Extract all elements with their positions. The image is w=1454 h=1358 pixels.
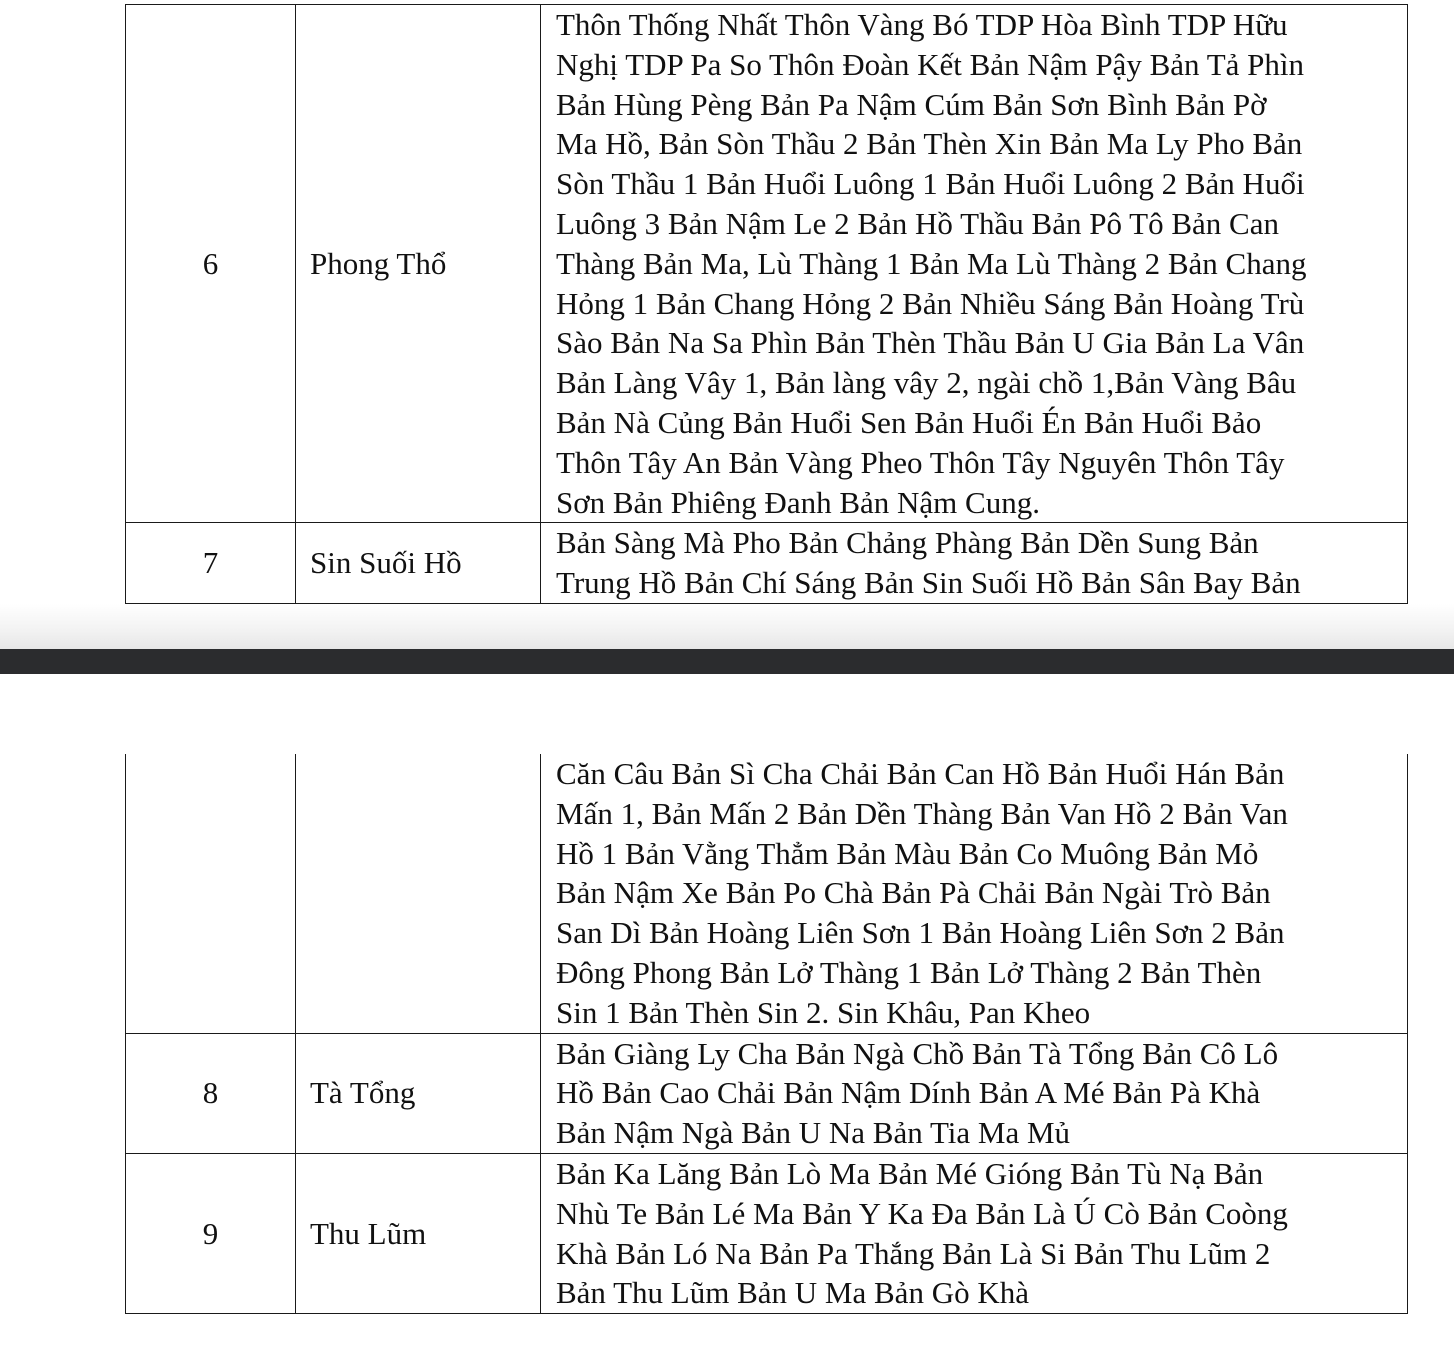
village-line: Bản Nậm Ngà Bản U Na Bản Tia Ma Mủ [556, 1115, 1071, 1151]
table-row [126, 1033, 1408, 1153]
cell-villages [541, 1153, 1408, 1313]
document-page-top [0, 0, 1454, 622]
village-line: Trung Hồ Bản Chí Sáng Bản Sin Suối Hồ Bản Sân Bay Bản [556, 565, 1301, 601]
village-line: Nhù Te Bản Lé Ma Bản Y Ka Đa Bản Là Ú Cò Bản Coòng [556, 1195, 1288, 1231]
document-page-bottom [0, 674, 1454, 1358]
cell-villages [541, 523, 1408, 604]
village-line: Bản Nà Củng Bản Huổi Sen Bản Huổi Én Bản Huổi Bảo [556, 404, 1262, 440]
village-line: Luông 3 Bản Nậm Le 2 Bản Hồ Thầu Bản Pô Tô Bản Can [556, 205, 1279, 241]
village-line: Hồ 1 Bản Vằng Thẳm Bản Màu Bản Co Muông Bản Mỏ [556, 835, 1259, 871]
village-line: Bản Ka Lăng Bản Lò Ma Bản Mé Gióng Bản Tù Nạ Bản [556, 1155, 1264, 1191]
cell-number: 8 [126, 1033, 296, 1153]
cell-commune: Tà Tổng [296, 1033, 541, 1153]
village-line: Đông Phong Bản Lở Thàng 1 Bản Lở Thàng 2 Bản Thèn [556, 954, 1262, 990]
cell-commune: Sin Suối Hồ [296, 523, 541, 604]
table-row [126, 523, 1408, 604]
cell-number: 7 [126, 523, 296, 604]
village-line: Nghị TDP Pa So Thôn Đoàn Kết Bản Nậm Pậy Bản Tả Phìn [556, 46, 1304, 82]
cell-commune [296, 754, 541, 1033]
village-line: Bản Nậm Xe Bản Po Chà Bản Pà Chải Bản Ngài Trò Bản [556, 875, 1271, 911]
village-line: Bản Hùng Pèng Bản Pa Nậm Cúm Bản Sơn Bình Bản Pờ [556, 86, 1267, 122]
cell-commune: Phong Thổ [296, 5, 541, 523]
village-table-bottom [125, 754, 1408, 1314]
village-line: Hồ Bản Cao Chải Bản Nậm Dính Bản A Mé Bản Pà Khà [556, 1075, 1261, 1111]
village-line: Ma Hồ, Bản Sòn Thầu 2 Bản Thèn Xin Bản Ma Ly Pho Bản [556, 126, 1303, 162]
cell-villages [541, 754, 1408, 1033]
page-shadow [0, 604, 1454, 649]
table-row-continuation [126, 754, 1408, 1033]
village-line: Hỏng 1 Bản Chang Hỏng 2 Bản Nhiều Sáng Bản Hoàng Trù [556, 285, 1305, 321]
cell-number: 6 [126, 5, 296, 523]
village-line: Mấn 1, Bản Mấn 2 Bản Dền Thàng Bản Van Hồ 2 Bản Van [556, 795, 1288, 831]
village-line: Thôn Tây An Bản Vàng Pheo Thôn Tây Nguyên Thôn Tây [556, 444, 1285, 480]
table-row [126, 5, 1408, 523]
village-line: Bản Làng Vây 1, Bản làng vây 2, ngài chồ 1,Bản Vàng Bâu [556, 365, 1297, 401]
village-line: Sơn Bản Phiêng Đanh Bản Nậm Cung. [556, 484, 1040, 520]
village-line: Bản Giàng Ly Cha Bản Ngà Chồ Bản Tà Tổng Bản Cô Lô [556, 1035, 1279, 1071]
cell-villages [541, 5, 1408, 523]
page-separator [0, 649, 1454, 674]
cell-villages [541, 1033, 1408, 1153]
cell-number: 9 [126, 1153, 296, 1313]
cell-number [126, 754, 296, 1033]
village-line: Sào Bản Na Sa Phìn Bản Thèn Thầu Bản U Gia Bản La Vân [556, 325, 1305, 361]
village-line: Sin 1 Bản Thèn Sin 2. Sin Khâu, Pan Kheo [556, 994, 1091, 1030]
cell-commune: Thu Lũm [296, 1153, 541, 1313]
village-line: Sòn Thầu 1 Bản Huổi Luông 1 Bản Huổi Luông 2 Bản Huổi [556, 166, 1305, 202]
village-line: Bản Thu Lũm Bản U Ma Bản Gò Khà [556, 1275, 1029, 1311]
village-line: Thôn Thống Nhất Thôn Vàng Bó TDP Hòa Bình TDP Hữu [556, 7, 1288, 42]
village-line: Thàng Bản Ma, Lù Thàng 1 Bản Ma Lù Thàng 2 Bản Chang [556, 245, 1307, 281]
village-line: Bản Sàng Mà Pho Bản Chảng Phàng Bản Dền Sung Bản [556, 525, 1259, 561]
table-row [126, 1153, 1408, 1313]
village-line: Khà Bản Ló Na Bản Pa Thắng Bản Là Si Bản Thu Lũm 2 [556, 1235, 1271, 1271]
village-table-top [125, 4, 1408, 604]
village-line: Căn Câu Bản Sì Cha Chải Bản Can Hồ Bản Huổi Hán Bản [556, 756, 1285, 791]
village-line: San Dì Bản Hoàng Liên Sơn 1 Bản Hoàng Liên Sơn 2 Bản [556, 915, 1285, 951]
